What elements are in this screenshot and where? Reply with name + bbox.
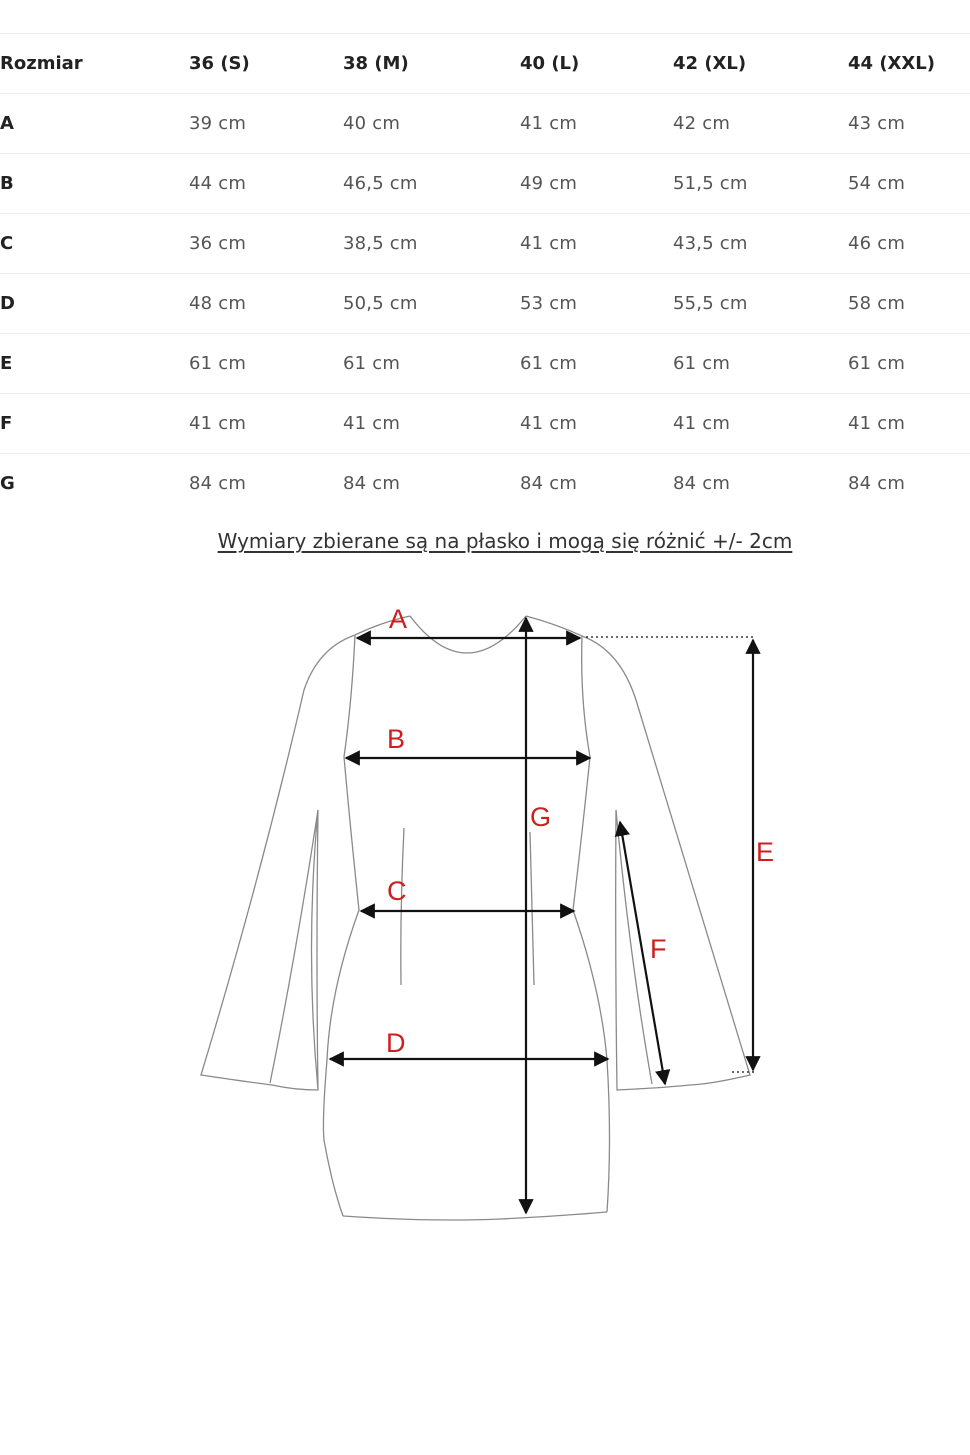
right-sleeve-fold xyxy=(616,810,652,1084)
table-cell: 61 cm xyxy=(520,334,673,394)
row-label: A xyxy=(0,94,189,154)
row-label: D xyxy=(0,274,189,334)
hem xyxy=(343,1212,607,1220)
table-cell: 39 cm xyxy=(189,94,343,154)
table-cell: 49 cm xyxy=(520,154,673,214)
table-cell: 42 cm xyxy=(673,94,848,154)
left-sleeve-fold xyxy=(270,810,318,1083)
table-cell: 36 cm xyxy=(189,214,343,274)
table-cell: 61 cm xyxy=(673,334,848,394)
label-e: E xyxy=(756,837,775,867)
table-cell: 51,5 cm xyxy=(673,154,848,214)
neckline xyxy=(410,616,526,653)
row-label: C xyxy=(0,214,189,274)
column-header: 40 (L) xyxy=(520,34,673,94)
table-cell: 38,5 cm xyxy=(343,214,520,274)
table-cell: 41 cm xyxy=(848,394,970,454)
table-cell: 44 cm xyxy=(189,154,343,214)
label-f: F xyxy=(650,934,667,964)
table-cell: 58 cm xyxy=(848,274,970,334)
table-cell: 50,5 cm xyxy=(343,274,520,334)
table-cell: 41 cm xyxy=(520,394,673,454)
table-cell: 41 cm xyxy=(520,214,673,274)
label-b: B xyxy=(387,724,406,754)
row-label: F xyxy=(0,394,189,454)
right-dart xyxy=(530,832,534,985)
column-header: 38 (M) xyxy=(343,34,520,94)
measurement-note: Wymiary zbierane są na płasko i mogą się różnić +/- 2cm xyxy=(217,529,793,553)
label-d: D xyxy=(386,1028,406,1058)
left-body-side xyxy=(323,635,359,1216)
table-cell: 46,5 cm xyxy=(343,154,520,214)
table-cell: 55,5 cm xyxy=(673,274,848,334)
label-a: A xyxy=(389,604,408,634)
table-cell: 84 cm xyxy=(189,473,247,494)
table-cell: 43,5 cm xyxy=(673,214,848,274)
table-cell: 84 cm xyxy=(848,473,906,494)
table-cell: 43 cm xyxy=(848,94,970,154)
row-label: G xyxy=(0,473,15,494)
table-cell: 40 cm xyxy=(343,94,520,154)
table-cell: 46 cm xyxy=(848,214,970,274)
dress-outline xyxy=(201,616,750,1220)
right-sleeve xyxy=(582,636,750,1090)
column-header: 42 (XL) xyxy=(673,34,848,94)
table-cell: 48 cm xyxy=(189,274,343,334)
table-cell: 41 cm xyxy=(343,394,520,454)
table-cell: 53 cm xyxy=(520,274,673,334)
label-c: C xyxy=(387,876,407,906)
table-cell: 61 cm xyxy=(848,334,970,394)
column-header: 44 (XXL) xyxy=(848,34,970,94)
right-body-side xyxy=(573,636,610,1212)
table-cell: 41 cm xyxy=(189,394,343,454)
table-cell: 41 cm xyxy=(673,394,848,454)
column-header: Rozmiar xyxy=(0,34,189,94)
measurement-arrows xyxy=(330,618,753,1213)
table-cell: 61 cm xyxy=(343,334,520,394)
row-label: E xyxy=(0,334,189,394)
label-g: G xyxy=(530,802,552,832)
table-cell: 84 cm xyxy=(343,473,401,494)
left-sleeve xyxy=(201,635,355,1090)
row-label: B xyxy=(0,154,189,214)
column-header: 36 (S) xyxy=(189,34,343,94)
table-cell: 84 cm xyxy=(673,473,731,494)
table-cell: 61 cm xyxy=(189,334,343,394)
left-dart xyxy=(401,828,404,985)
table-cell: 54 cm xyxy=(848,154,970,214)
table-cell: 41 cm xyxy=(520,94,673,154)
table-cell: 84 cm xyxy=(520,473,578,494)
